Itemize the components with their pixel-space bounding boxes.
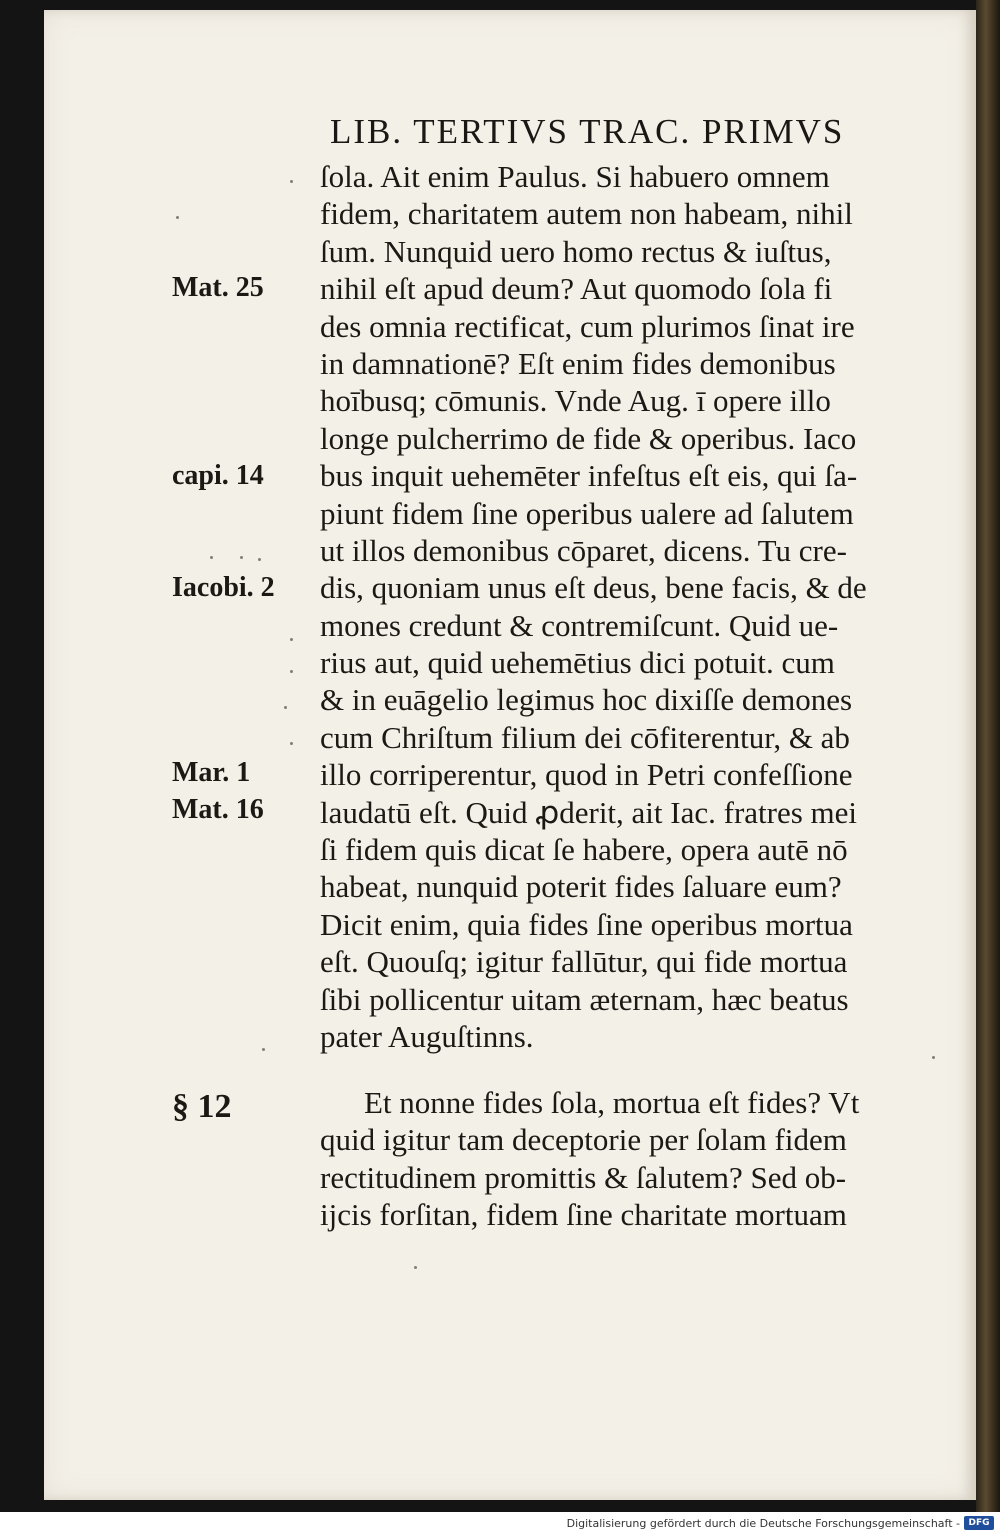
ink-speck <box>414 1266 417 1269</box>
marginal-note-mat16: Mat. 16 <box>172 794 264 825</box>
text-line: habeat, nunquid poterit fides ſaluare eum? <box>320 869 842 905</box>
text-line: hoībusq; cōmunis. Vnde Aug. ī opere illo <box>320 383 831 419</box>
text-line: pater Auguſtinns. <box>320 1018 534 1054</box>
text-line: rectitudinem promittis & ſalutem? Sed ob- <box>320 1159 847 1195</box>
text-line: ſibi pollicentur uitam æternam, hæc beatus <box>320 981 849 1017</box>
text-line: cum Chriſtum filium dei cōfiterentur, & ab <box>320 719 850 755</box>
ink-speck <box>262 1048 265 1051</box>
text-line: ſi fidem quis dicat ſe habere, opera autē nō <box>320 832 848 868</box>
section-mark: § 12 <box>172 1088 232 1125</box>
text-line: laudatū eſt. Quid ꝓderit, ait Iac. fratres mei <box>320 794 858 830</box>
text-line: quid igitur tam deceptorie per ſolam fidem <box>320 1122 847 1158</box>
text-line: ſum. Nunquid uero homo rectus & iuſtus, <box>320 233 832 269</box>
text-line: dis, quoniam unus eſt deus, bene facis, & de <box>320 570 867 606</box>
text-line: illo corriperentur, quod in Petri confeſſione <box>320 757 853 793</box>
ink-speck <box>258 558 261 561</box>
text-line: longe pulcherrimo de fide & operibus. Iaco <box>320 420 857 456</box>
ink-speck <box>240 556 243 559</box>
text-line: Dicit enim, quia fides ſine operibus mortua <box>320 906 853 942</box>
book-binding-edge <box>976 0 1000 1512</box>
text-line: Et nonne fides ſola, mortua eſt fides? Vt <box>364 1085 860 1120</box>
ink-speck <box>290 638 293 641</box>
text-line: in damnationē? Eſt enim fides demonibus <box>320 345 836 381</box>
dfg-logo: DFG <box>964 1516 994 1530</box>
main-text-block <box>320 158 950 1055</box>
text-line: mones credunt & contremiſcunt. Quid ue- <box>320 607 839 643</box>
ink-speck <box>290 742 293 745</box>
text-line: rius aut, quid uehemētius dici potuit. cum <box>320 645 835 681</box>
text-line: eſt. Quouſq; igitur fallūtur, qui fide mortua <box>320 944 848 980</box>
text-line: & in euāgelio legimus hoc dixiſſe demones <box>320 682 853 718</box>
text-line: des omnia rectificat, cum plurimos ſinat ire <box>320 308 855 344</box>
second-paragraph <box>320 1084 950 1234</box>
text-line: fidem, charitatem autem non habeam, nihil <box>320 196 853 232</box>
ink-speck <box>284 706 287 709</box>
text-line: nihil eſt apud deum? Aut quomodo ſola fi <box>320 271 833 307</box>
ink-speck <box>290 180 293 183</box>
ink-speck <box>176 216 179 219</box>
ink-speck <box>932 1056 935 1059</box>
text-line: ijcis forſitan, fidem ſine charitate mortuam <box>320 1197 847 1233</box>
footer-bar <box>0 1512 1000 1537</box>
text-line: bus inquit uehemēter infeſtus eſt eis, qui ſa- <box>320 458 858 494</box>
marginal-note-iacobi2: Iacobi. 2 <box>172 572 275 603</box>
marginal-note-capi14: capi. 14 <box>172 460 264 491</box>
marginal-note-mar1: Mar. 1 <box>172 757 251 788</box>
text-line: piunt fidem ſine operibus ualere ad ſalutem <box>320 495 854 531</box>
text-line: ſola. Ait enim Paulus. Si habuero omnem <box>320 159 830 194</box>
ink-speck <box>290 670 293 673</box>
funding-credit: Digitalisierung gefördert durch die Deutsche Forschungsgemeinschaft - <box>566 1517 960 1530</box>
ink-speck <box>210 556 213 559</box>
marginal-note-mat25: Mat. 25 <box>172 272 264 303</box>
text-line: ut illos demonibus cōparet, dicens. Tu cre- <box>320 532 847 568</box>
running-head: LIB. TERTIVS TRAC. PRIMVS <box>330 112 845 151</box>
